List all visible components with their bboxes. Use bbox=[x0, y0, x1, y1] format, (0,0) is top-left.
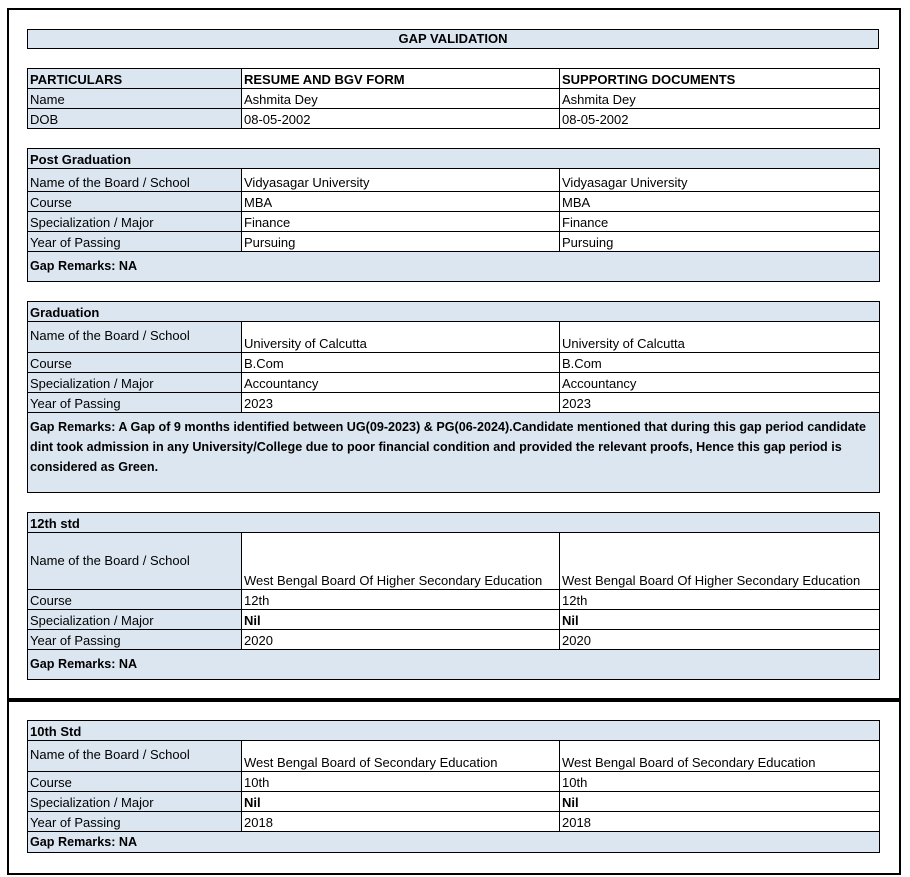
documents-value: University of Calcutta bbox=[560, 322, 880, 353]
table-row bbox=[28, 322, 880, 353]
section-title: 12th std bbox=[28, 513, 880, 533]
resume-value: University of Calcutta bbox=[242, 322, 560, 353]
table-row bbox=[28, 741, 880, 772]
row-label: Year of Passing bbox=[28, 630, 242, 650]
table-row bbox=[28, 353, 880, 373]
documents-value: B.Com bbox=[560, 353, 880, 373]
sheet-title: GAP VALIDATION bbox=[27, 29, 879, 49]
row-label: Course bbox=[28, 590, 242, 610]
documents-value: West Bengal Board of Secondary Education bbox=[560, 741, 880, 772]
column-header-particulars: PARTICULARS bbox=[28, 69, 242, 89]
section-title: Post Graduation bbox=[28, 149, 880, 169]
table-row bbox=[28, 533, 880, 590]
resume-value: B.Com bbox=[242, 353, 560, 373]
row-label: Specialization / Major bbox=[28, 212, 242, 232]
row-label: Year of Passing bbox=[28, 393, 242, 413]
row-label: Course bbox=[28, 772, 242, 792]
documents-value: Vidyasagar University bbox=[560, 169, 880, 192]
table-row bbox=[28, 610, 880, 630]
resume-value: 12th bbox=[242, 590, 560, 610]
resume-value: West Bengal Board of Secondary Education bbox=[242, 741, 560, 772]
resume-value: Pursuing bbox=[242, 232, 560, 252]
row-label: Course bbox=[28, 353, 242, 373]
row-label: Specialization / Major bbox=[28, 792, 242, 812]
post-graduation-section bbox=[27, 148, 880, 282]
row-label: Course bbox=[28, 192, 242, 212]
table-row bbox=[28, 169, 880, 192]
documents-value: Ashmita Dey bbox=[560, 89, 880, 109]
documents-value: 2020 bbox=[560, 630, 880, 650]
table-row bbox=[28, 373, 880, 393]
resume-value: Nil bbox=[242, 792, 560, 812]
12th-std-section bbox=[27, 512, 880, 680]
table-row bbox=[28, 232, 880, 252]
10th-std-section bbox=[27, 720, 880, 853]
table-row bbox=[28, 630, 880, 650]
resume-value: Ashmita Dey bbox=[242, 89, 560, 109]
documents-value: 08-05-2002 bbox=[560, 109, 880, 129]
documents-value: Pursuing bbox=[560, 232, 880, 252]
row-label: Name of the Board / School bbox=[28, 322, 242, 353]
documents-value: 2023 bbox=[560, 393, 880, 413]
gap-remarks: Gap Remarks: NA bbox=[28, 832, 880, 853]
row-label: DOB bbox=[28, 109, 242, 129]
documents-value: 2018 bbox=[560, 812, 880, 832]
row-label: Specialization / Major bbox=[28, 610, 242, 630]
graduation-section bbox=[27, 301, 880, 493]
resume-value: Vidyasagar University bbox=[242, 169, 560, 192]
documents-value: 12th bbox=[560, 590, 880, 610]
documents-value: Nil bbox=[560, 610, 880, 630]
resume-value: 08-05-2002 bbox=[242, 109, 560, 129]
documents-value: Finance bbox=[560, 212, 880, 232]
documents-value: Nil bbox=[560, 792, 880, 812]
table-row bbox=[28, 590, 880, 610]
table-row bbox=[28, 212, 880, 232]
section-title: Graduation bbox=[28, 302, 880, 322]
resume-value: 2018 bbox=[242, 812, 560, 832]
table-row bbox=[28, 772, 880, 792]
resume-value: MBA bbox=[242, 192, 560, 212]
gap-remarks: Gap Remarks: A Gap of 9 months identified between UG(09-2023) & PG(06-2024).Candidate mentioned that during this gap period candidate dint took admission in any University/College due to poor financial condition and provided the relevant proofs, Hence this gap period is considered as Green. bbox=[28, 413, 880, 493]
section-title: 10th Std bbox=[28, 721, 880, 741]
column-header-documents: SUPPORTING DOCUMENTS bbox=[560, 69, 880, 89]
row-label: Specialization / Major bbox=[28, 373, 242, 393]
row-label: Name of the Board / School bbox=[28, 533, 242, 590]
table-row bbox=[28, 792, 880, 812]
resume-value: 2020 bbox=[242, 630, 560, 650]
row-label: Name bbox=[28, 89, 242, 109]
row-label: Name of the Board / School bbox=[28, 169, 242, 192]
gap-remarks: Gap Remarks: NA bbox=[28, 252, 880, 282]
resume-value: 10th bbox=[242, 772, 560, 792]
resume-value: Accountancy bbox=[242, 373, 560, 393]
documents-value: 10th bbox=[560, 772, 880, 792]
resume-value: Nil bbox=[242, 610, 560, 630]
gap-remarks: Gap Remarks: NA bbox=[28, 650, 880, 680]
table-row bbox=[28, 192, 880, 212]
row-label: Year of Passing bbox=[28, 812, 242, 832]
documents-value: MBA bbox=[560, 192, 880, 212]
table-row bbox=[28, 812, 880, 832]
row-label: Name of the Board / School bbox=[28, 741, 242, 772]
particulars-table bbox=[27, 68, 880, 129]
documents-value: Accountancy bbox=[560, 373, 880, 393]
resume-value: 2023 bbox=[242, 393, 560, 413]
resume-value: West Bengal Board Of Higher Secondary Education bbox=[242, 533, 560, 590]
column-header-resume: RESUME AND BGV FORM bbox=[242, 69, 560, 89]
row-label: Year of Passing bbox=[28, 232, 242, 252]
documents-value: West Bengal Board Of Higher Secondary Education bbox=[560, 533, 880, 590]
resume-value: Finance bbox=[242, 212, 560, 232]
table-row bbox=[28, 393, 880, 413]
